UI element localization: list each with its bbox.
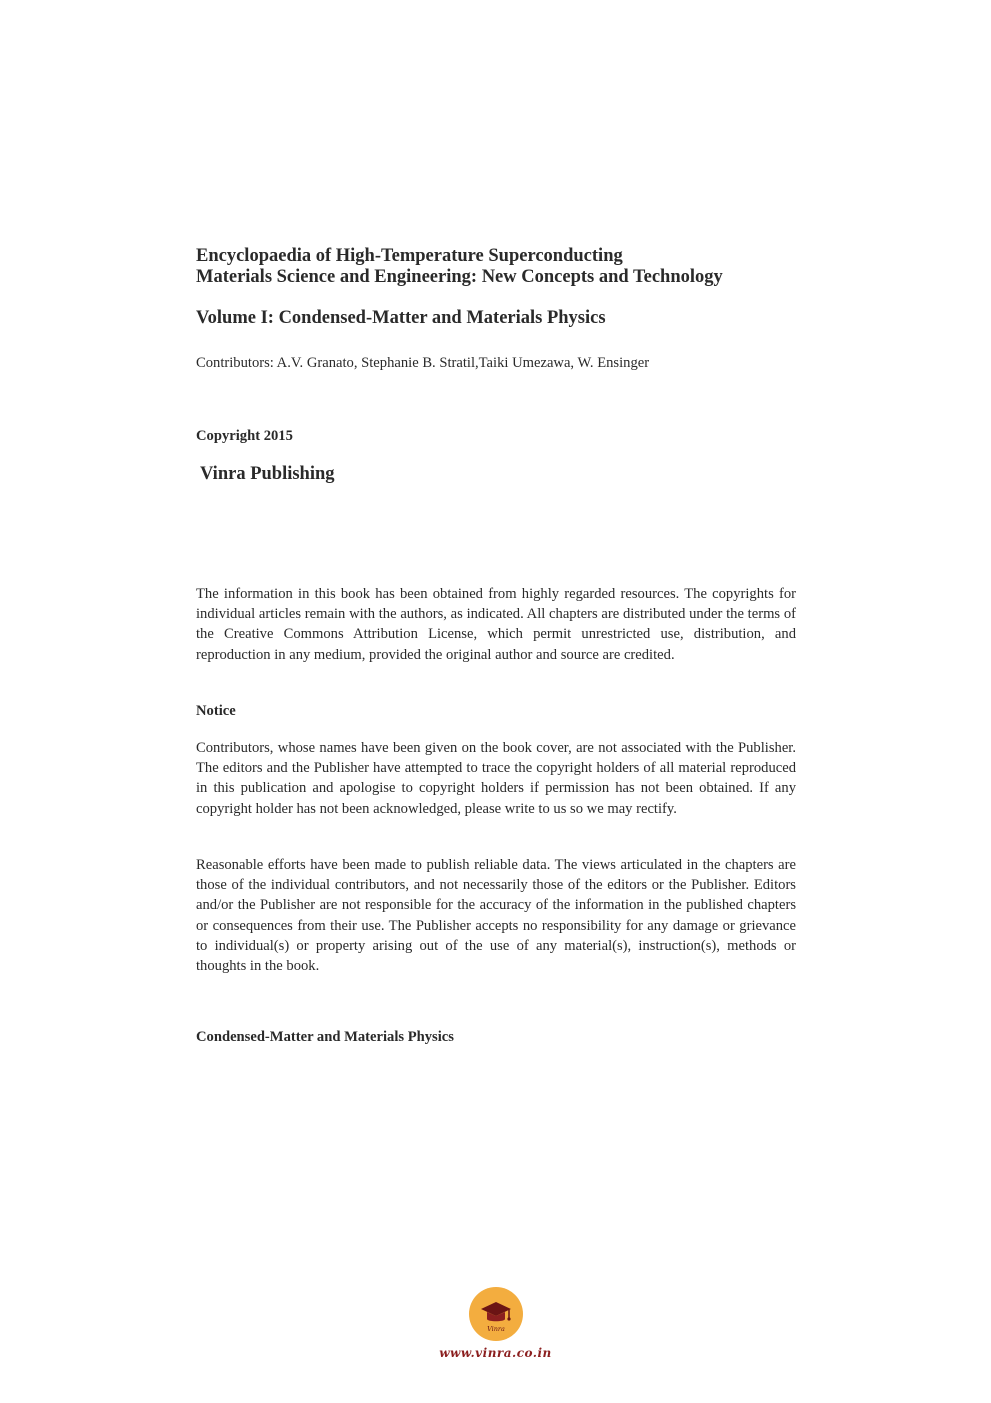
subject-line: Condensed-Matter and Materials Physics — [196, 1029, 454, 1045]
volume-title: Volume I: Condensed-Matter and Materials Physics — [196, 308, 606, 328]
book-title-line-2: Materials Science and Engineering: New Concepts and Technology — [196, 267, 723, 287]
notice-paragraph-disclaimer: Reasonable efforts have been made to publish reliable data. The views articulated in the chapters are those of the individual contributors, and not necessarily those of the editors or the Publisher. Editors and/or the Publisher are not responsible for the accuracy of the information in the published chapters or consequences from their use. The Publisher accepts no responsibility for any damage or grievance to individual(s) or property arising out of the use of any material(s), instruction(s), methods or thoughts in the book. — [196, 857, 796, 975]
contributors-line: Contributors: A.V. Granato, Stephanie B. Stratil,Taiki Umezawa, W. Ensinger — [196, 355, 650, 371]
svg-text:Vinra: Vinra — [487, 1325, 505, 1333]
book-title-line-1: Encyclopaedia of High-Temperature Superconducting — [196, 246, 623, 266]
notice-heading: Notice — [196, 703, 236, 719]
book-title — [196, 246, 836, 288]
copyright-year: Copyright 2015 — [196, 428, 293, 444]
notice-paragraph-contributors: Contributors, whose names have been given on the book cover, are not associated with the Publisher. The editors and the Publisher have attempted to trace the copyright holders of all material reproduced in this publication and apologise to copyright holders if permission has not been obtained. If any copyright holder has not been acknowledged, please write to us so we may rectify. — [196, 740, 796, 817]
graduation-cap-icon — [469, 1287, 523, 1341]
information-paragraph: The information in this book has been obtained from highly regarded resources. The copyrights for individual articles remain with the authors, as indicated. All chapters are distributed under the terms of the Creative Commons Attribution License, which permit unrestricted use, distribution, and reproduction in any medium, provided the original author and source are credited. — [196, 586, 796, 663]
publisher-name: Vinra Publishing — [200, 464, 335, 484]
website-url: www.vinra.co.in — [439, 1346, 552, 1360]
publisher-logo — [469, 1287, 523, 1341]
